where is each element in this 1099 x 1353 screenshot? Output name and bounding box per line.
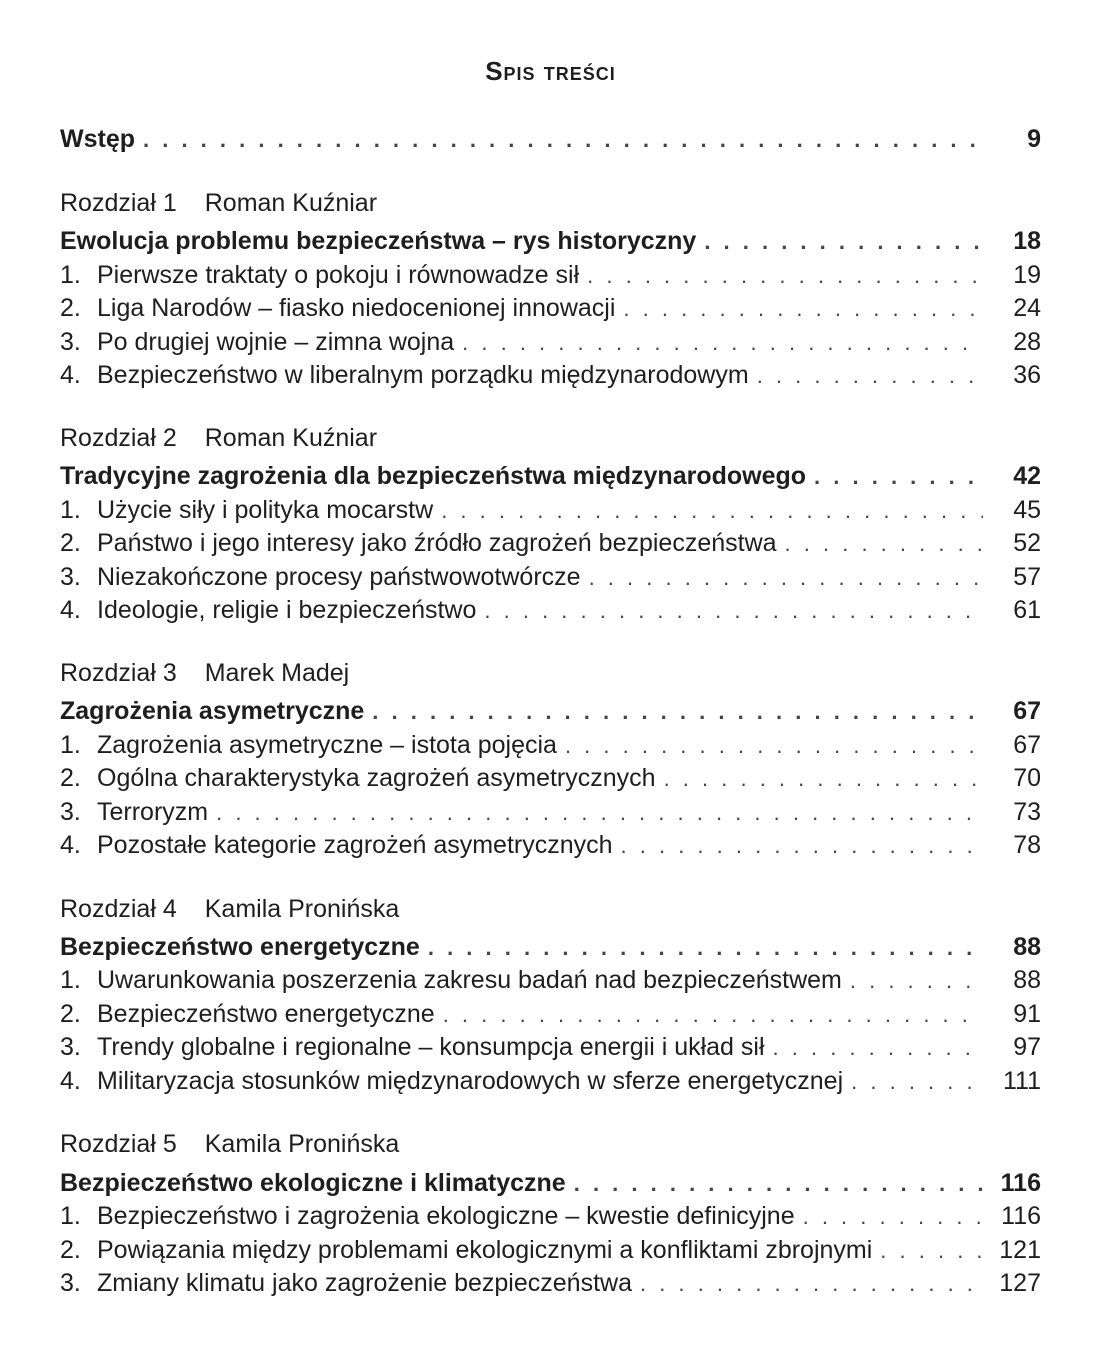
page-number: 91 [1013, 1000, 1041, 1028]
dot-leader [851, 1065, 983, 1099]
page-number: 52 [1013, 529, 1041, 557]
chapter-label: Rozdział 5 [60, 1130, 177, 1158]
chapter-label: Rozdział 4 [60, 895, 177, 923]
toc-section [60, 728, 1041, 762]
section-number: 1. [60, 966, 81, 994]
dot-leader [704, 225, 983, 259]
entry-text: Bezpieczeństwo w liberalnym porządku międzynarodowym [97, 361, 749, 389]
toc-section [60, 795, 1041, 829]
page-title: Spis treści [485, 56, 616, 86]
page-number: 28 [1013, 328, 1041, 356]
dot-leader [803, 1200, 983, 1234]
dot-leader [785, 527, 983, 561]
toc-section [60, 258, 1041, 292]
toc-section [60, 963, 1041, 997]
dot-leader [428, 931, 983, 965]
chapter-2-header [60, 421, 377, 455]
chapter-author: Marek Madej [204, 659, 350, 687]
page-number: 97 [1013, 1033, 1041, 1061]
entry-text: Po drugiej wojnie – zimna wojna [97, 328, 455, 356]
page-number: 57 [1013, 563, 1041, 591]
section-number: 3. [60, 1269, 81, 1297]
toc-section [60, 526, 1041, 560]
dot-leader [623, 292, 983, 326]
section-number: 1. [60, 1202, 81, 1230]
entry-text: Terroryzm [97, 798, 209, 826]
toc-section [60, 1030, 1041, 1064]
dot-leader [372, 695, 983, 729]
entry-text: Bezpieczeństwo energetyczne [60, 933, 420, 961]
dot-leader [640, 1267, 983, 1301]
section-number: 2. [60, 529, 81, 557]
dot-leader [814, 460, 983, 494]
section-number: 4. [60, 361, 81, 389]
chapter-label: Rozdział 1 [60, 189, 177, 217]
section-number: 1. [60, 496, 81, 524]
chapter-5-heading [60, 1166, 1041, 1200]
page-number: 121 [999, 1236, 1041, 1264]
entry-text: Ideologie, religie i bezpieczeństwo [97, 596, 477, 624]
toc-section [60, 593, 1041, 627]
section-number: 2. [60, 294, 81, 322]
toc-entry-intro [60, 122, 1041, 156]
entry-text: Uwarunkowania poszerzenia zakresu badań nad bezpieczeństwem [97, 966, 842, 994]
dot-leader [216, 796, 983, 830]
dot-leader [462, 326, 983, 360]
entry-text: Ewolucja problemu bezpieczeństwa – rys historyczny [60, 227, 697, 255]
chapter-2-heading [60, 459, 1041, 493]
entry-text: Ogólna charakterystyka zagrożeń asymetrycznych [97, 764, 656, 792]
page-number: 61 [1013, 596, 1041, 624]
page-number: 9 [1027, 125, 1041, 153]
page-number: 116 [1001, 1202, 1041, 1230]
entry-text: Trendy globalne i regionalne – konsumpcja energii i układ sił [97, 1033, 765, 1061]
entry-text: Zagrożenia asymetryczne [60, 697, 365, 725]
section-number: 3. [60, 1033, 81, 1061]
entry-text: Państwo i jego interesy jako źródło zagrożeń bezpieczeństwa [97, 529, 777, 557]
dot-leader [773, 1031, 983, 1065]
dot-leader [574, 1167, 983, 1201]
dot-leader [589, 561, 983, 595]
section-number: 1. [60, 261, 81, 289]
dot-leader [443, 998, 983, 1032]
entry-text: Powiązania między problemami ekologicznymi a konfliktami zbrojnymi [97, 1236, 873, 1264]
entry-text: Zagrożenia asymetryczne – istota pojęcia [97, 731, 557, 759]
page-number: 88 [1013, 933, 1041, 961]
page-number: 67 [1013, 697, 1041, 725]
toc-section [60, 1064, 1041, 1098]
section-number: 3. [60, 563, 81, 591]
page-number: 36 [1013, 361, 1041, 389]
page-number: 73 [1013, 798, 1041, 826]
dot-leader [757, 359, 983, 393]
dot-leader [587, 259, 983, 293]
dot-leader [441, 494, 983, 528]
entry-text: Militaryzacja stosunków międzynarodowych w sferze energetycznej [97, 1067, 844, 1095]
dot-leader [621, 829, 983, 863]
dot-leader [850, 964, 983, 998]
entry-text: Bezpieczeństwo ekologiczne i klimatyczne [60, 1169, 566, 1197]
dot-leader [484, 594, 983, 628]
page-number: 111 [1002, 1067, 1041, 1095]
chapter-1-header [60, 186, 377, 220]
entry-text: Niezakończone procesy państwowotwórcze [97, 563, 581, 591]
toc-section [60, 493, 1041, 527]
toc-section [60, 325, 1041, 359]
dot-leader [143, 123, 983, 157]
toc-section [60, 358, 1041, 392]
chapter-4-heading [60, 930, 1041, 964]
chapter-4-header [60, 892, 399, 926]
toc-section [60, 291, 1041, 325]
entry-text: Pozostałe kategorie zagrożeń asymetrycznych [97, 831, 613, 859]
toc-section [60, 1233, 1041, 1267]
section-number: 4. [60, 596, 81, 624]
chapter-author: Roman Kuźniar [204, 189, 378, 217]
section-number: 3. [60, 328, 81, 356]
section-number: 2. [60, 764, 81, 792]
entry-text: Bezpieczeństwo energetyczne [97, 1000, 435, 1028]
section-number: 4. [60, 831, 81, 859]
section-number: 4. [60, 1067, 81, 1095]
toc-section [60, 828, 1041, 862]
chapter-1-heading [60, 224, 1041, 258]
dot-leader [880, 1234, 983, 1268]
toc-section [60, 1266, 1041, 1300]
dot-leader [664, 762, 983, 796]
page-number: 42 [1013, 462, 1041, 490]
chapter-5-header [60, 1127, 399, 1161]
toc-section [60, 560, 1041, 594]
entry-text: Liga Narodów – fiasko niedocenionej innowacji [97, 294, 616, 322]
page-number: 88 [1013, 966, 1041, 994]
entry-text: Użycie siły i polityka mocarstw [97, 496, 434, 524]
toc-section [60, 1199, 1041, 1233]
entry-text: Zmiany klimatu jako zagrożenie bezpieczeństwa [97, 1269, 632, 1297]
section-number: 2. [60, 1000, 81, 1028]
section-number: 1. [60, 731, 81, 759]
page-number: 116 [1000, 1169, 1041, 1197]
toc-section [60, 997, 1041, 1031]
entry-text: Bezpieczeństwo i zagrożenia ekologiczne – kwestie definicyjne [97, 1202, 795, 1230]
chapter-author: Roman Kuźniar [204, 424, 378, 452]
page-number: 45 [1013, 496, 1041, 524]
dot-leader [565, 729, 983, 763]
page-number: 78 [1013, 831, 1041, 859]
chapter-3-heading [60, 694, 1041, 728]
page-number: 67 [1013, 731, 1041, 759]
chapter-label: Rozdział 2 [60, 424, 177, 452]
chapter-label: Rozdział 3 [60, 659, 177, 687]
page-number: 24 [1013, 294, 1041, 322]
entry-text: Tradycyjne zagrożenia dla bezpieczeństwa międzynarodowego [60, 462, 807, 490]
page-number: 70 [1013, 764, 1041, 792]
entry-text: Wstęp [60, 125, 135, 153]
page-number: 127 [999, 1269, 1041, 1297]
chapter-author: Kamila Pronińska [204, 895, 400, 923]
section-number: 3. [60, 798, 81, 826]
toc-section [60, 761, 1041, 795]
entry-text: Pierwsze traktaty o pokoju i równowadze sił [97, 261, 580, 289]
chapter-author: Kamila Pronińska [204, 1130, 400, 1158]
chapter-3-header [60, 656, 349, 690]
page-number: 19 [1013, 261, 1041, 289]
page-number: 18 [1013, 227, 1041, 255]
section-number: 2. [60, 1236, 81, 1264]
